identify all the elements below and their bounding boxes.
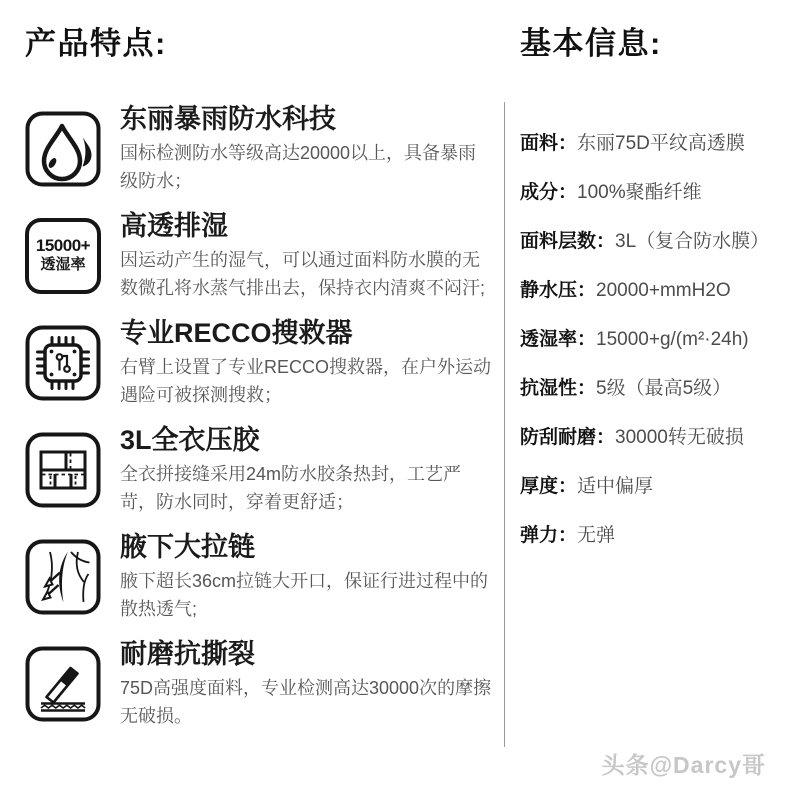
- feature-taped-seams: [25, 423, 495, 516]
- feature-title: 高透排湿: [120, 211, 228, 241]
- spec-value: 适中偏厚: [577, 476, 654, 497]
- feature-desc: 75D高强度面料，专业检测高达30000次的摩擦无破损。: [120, 678, 492, 726]
- feature-desc: 腋下超长36cm拉链大开口，保证行进过程中的散热透气;: [120, 571, 489, 619]
- spec-label: 静水压：: [520, 280, 597, 301]
- feature-desc: 因运动产生的湿气，可以通过面料防水膜的无数微孔将水蒸气排出去，保持衣内清爽不闷汗;: [120, 250, 485, 298]
- spec-label: 抗湿性：: [520, 378, 597, 399]
- badge-value: 15000+: [35, 236, 91, 256]
- features-column: [25, 24, 495, 744]
- spec-value: 3L（复合防水膜）: [615, 231, 770, 252]
- spec-label: 弹力：: [520, 525, 578, 546]
- feature-title: 专业RECCO搜救器: [120, 318, 353, 348]
- spec-value: 100%聚酯纤维: [577, 182, 702, 203]
- feature-text: [120, 209, 494, 302]
- watermark-toutiao-darcy: 头条@Darcy哥: [601, 752, 766, 778]
- spec-label: 面料：: [520, 133, 578, 154]
- spec-row-hydrostatic: [520, 280, 778, 302]
- spec-list: [520, 133, 778, 547]
- water-drop-icon: [25, 111, 101, 187]
- feature-waterproof: [25, 102, 495, 195]
- recco-chip-icon: [25, 325, 101, 401]
- abrasion-resist-icon: [25, 646, 101, 722]
- spec-row-composition: [520, 182, 778, 204]
- spec-row-moisture-grade: [520, 378, 778, 400]
- spec-row-stretch: [520, 525, 778, 547]
- feature-text: [120, 102, 494, 195]
- moisture-rate-badge: [25, 218, 101, 294]
- feature-title: 3L全衣压胶: [120, 425, 260, 455]
- feature-abrasion: [25, 637, 495, 730]
- spec-row-fabric: [520, 133, 778, 155]
- feature-text: [120, 637, 494, 730]
- spec-row-scratch: [520, 427, 778, 449]
- feature-desc: 国标检测防水等级高达20000以上，具备暴雨级防水；: [120, 143, 477, 191]
- feature-breathable: [25, 209, 495, 302]
- spec-label: 透湿率：: [520, 329, 597, 350]
- underarm-zipper-icon: [25, 539, 101, 615]
- spec-value: 无弹: [577, 525, 616, 546]
- spec-label: 面料层数：: [520, 231, 616, 252]
- spec-value: 20000+mmH2O: [596, 280, 731, 301]
- badge-label: 透湿率: [40, 255, 86, 273]
- feature-list: [25, 102, 495, 730]
- spec-row-layers: [520, 231, 778, 253]
- spec-value: 5级（最高5级）: [596, 378, 732, 399]
- feature-desc: 右臂上设置了专业RECCO搜救器，在户外运动遇险可被探测搜救；: [120, 357, 492, 405]
- spec-value: 东丽75D平纹高透膜: [577, 133, 745, 154]
- spec-value: 30000转无破损: [615, 427, 744, 448]
- spec-value: 15000+g/(m²·24h): [596, 329, 749, 350]
- specs-column: [520, 24, 778, 574]
- feature-desc: 全衣拼接缝采用24m防水胶条热封，工艺严苛，防水同时，穿着更舒适；: [120, 464, 462, 512]
- feature-text: [120, 530, 494, 623]
- feature-title: 耐磨抗撕裂: [120, 639, 255, 669]
- taped-seam-icon: [25, 432, 101, 508]
- specs-heading: 基本信息:: [520, 26, 662, 61]
- spec-row-breathability: [520, 329, 778, 351]
- feature-title: 东丽暴雨防水科技: [120, 104, 336, 134]
- spec-label: 厚度：: [520, 476, 578, 497]
- feature-text: [120, 316, 494, 409]
- spec-label: 成分：: [520, 182, 578, 203]
- spec-label: 防刮耐磨：: [520, 427, 616, 448]
- feature-title: 腋下大拉链: [120, 532, 255, 562]
- feature-text: [120, 423, 494, 516]
- spec-row-thickness: [520, 476, 778, 498]
- feature-underarm-zipper: [25, 530, 495, 623]
- feature-recco: [25, 316, 495, 409]
- column-divider: [504, 102, 505, 747]
- features-heading: 产品特点:: [25, 26, 167, 61]
